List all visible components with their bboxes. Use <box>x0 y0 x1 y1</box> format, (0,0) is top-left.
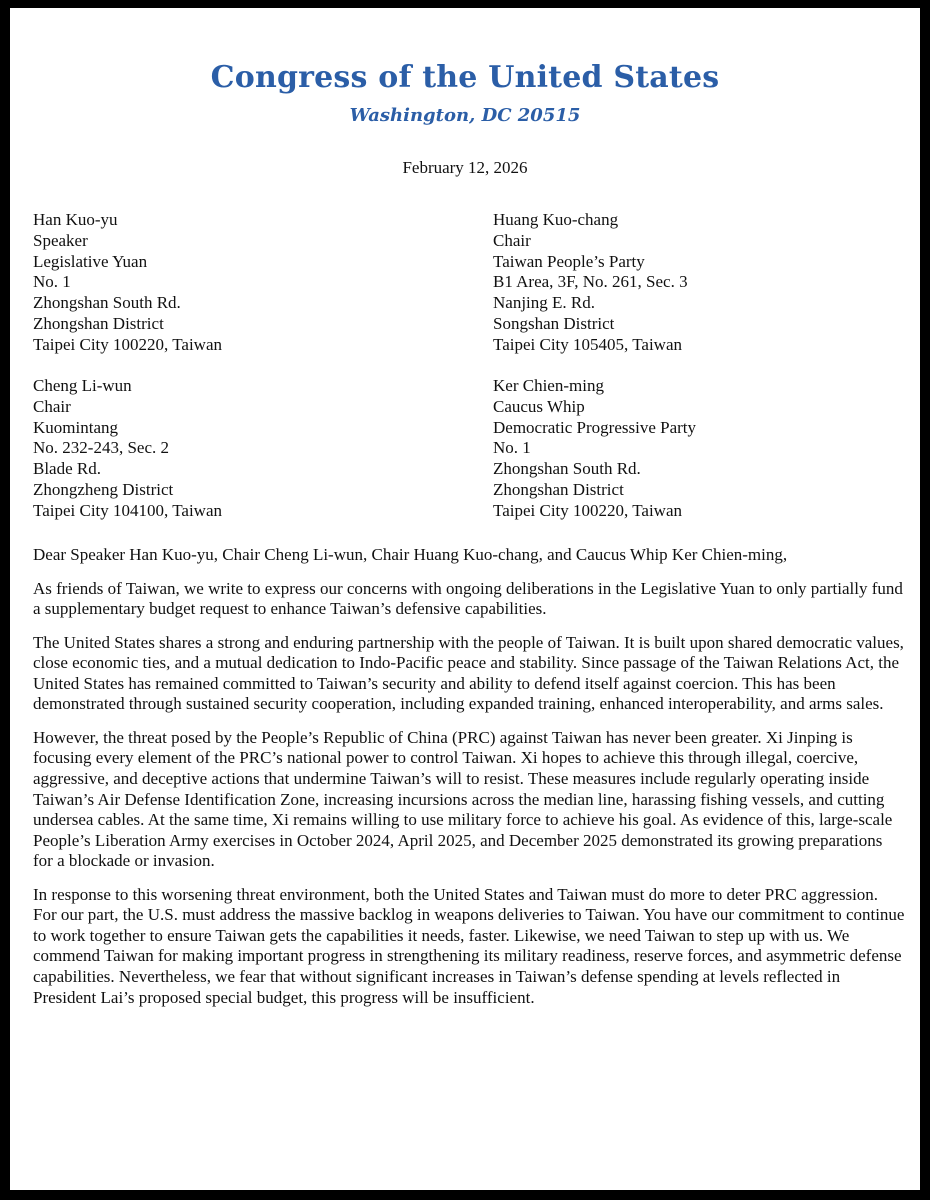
recipient-organization: Democratic Progressive Party <box>493 417 696 437</box>
recipient-organization: Kuomintang <box>33 417 118 437</box>
recipient-address-line: No. 1 <box>493 438 531 458</box>
recipient-address-line: B1 Area, 3F, No. 261, Sec. 3 <box>493 272 688 292</box>
letterhead-subtitle: Washington, DC 20515 <box>349 105 581 126</box>
recipient-address-line: No. 232-243, Sec. 2 <box>33 438 169 458</box>
letterhead-title: Congress of the United States <box>210 60 720 95</box>
recipient-title: Chair <box>33 396 71 416</box>
recipient-address-block <box>33 376 433 522</box>
recipient-address-line: Taipei City 104100, Taiwan <box>33 500 223 520</box>
recipient-address-line: Zhongshan South Rd. <box>493 459 641 479</box>
recipient-address-line: Zhongshan District <box>493 479 624 499</box>
letter-body <box>33 545 905 1021</box>
recipient-address-block <box>33 210 433 356</box>
recipient-name: Han Kuo-yu <box>33 210 118 229</box>
recipient-address-line: Songshan District <box>493 313 615 333</box>
recipient-address-line: Zhongzheng District <box>33 479 174 499</box>
recipient-title: Speaker <box>33 230 88 250</box>
recipient-name: Cheng Li-wun <box>33 376 132 395</box>
body-paragraph: In response to this worsening threat environment, both the United States and Taiwan must do more to deter PRC aggression. For our part, the U.S. must address the massive backlog in weapons deliveries to Taiwan. You have our commitment to continue to work together to ensure Taiwan gets the capabilities it needs, faster. Likewise, we need Taiwan to step up with us. We commend Taiwan for making important progress in strengthening its military readiness, reserve forces, and asymmetric defense capabilities. Nevertheless, we fear that without significant increases in Taiwan’s defense spending at levels reflected in President Lai’s proposed special budget, this progress will be insufficient. <box>33 884 905 1007</box>
letter-page <box>10 8 920 1190</box>
recipient-title: Chair <box>493 230 531 250</box>
recipient-address-line: Taipei City 100220, Taiwan <box>493 500 683 520</box>
recipient-address-line: Taipei City 100220, Taiwan <box>33 334 223 354</box>
recipient-title: Caucus Whip <box>493 396 585 416</box>
recipient-organization: Legislative Yuan <box>33 251 148 271</box>
salutation: Dear Speaker Han Kuo-yu, Chair Cheng Li-wun, Chair Huang Kuo-chang, and Caucus Whip Ker Chien-ming, <box>33 545 788 564</box>
recipient-organization: Taiwan People’s Party <box>493 251 645 271</box>
body-paragraph: As friends of Taiwan, we write to express our concerns with ongoing deliberations in the Legislative Yuan to only partially fund a supplementary budget request to enhance Taiwan’s defensive capabilities. <box>33 578 903 619</box>
body-paragraph: The United States shares a strong and enduring partnership with the people of Taiwan. It is built upon shared democratic values, close economic ties, and a mutual dedication to Indo-Pacific peace and stability. Since passage of the Taiwan Relations Act, the United States has remained committed to Taiwan’s security and ability to defend itself against coercion. This has been demonstrated through sustained security cooperation, including expanded training, enhanced interoperability, and arms sales. <box>33 632 904 714</box>
recipient-address-line: Nanjing E. Rd. <box>493 293 595 313</box>
recipient-name: Huang Kuo-chang <box>493 210 619 229</box>
recipient-address-line: Zhongshan District <box>33 313 164 333</box>
recipient-address-line: Zhongshan South Rd. <box>33 293 181 313</box>
recipient-address-block <box>493 376 893 522</box>
recipient-address-line: No. 1 <box>33 272 71 292</box>
recipient-address-line: Blade Rd. <box>33 459 101 479</box>
letter-date: February 12, 2026 <box>402 158 528 177</box>
recipient-address-block <box>493 210 893 356</box>
body-paragraph: However, the threat posed by the People’s Republic of China (PRC) against Taiwan has never been greater. Xi Jinping is focusing every element of the PRC’s national power to control Taiwan. Xi hopes to achieve this through illegal, coercive, aggressive, and deceptive actions that undermine Taiwan’s will to resist. These measures include regularly operating inside Taiwan’s Air Defense Identification Zone, increasing incursions across the median line, harassing fishing vessels, and cutting undersea cables. At the same time, Xi remains willing to use military force to achieve his goal. As evidence of this, large-scale People’s Liberation Army exercises in October 2024, April 2025, and December 2025 demonstrated its growing preparations for a blockade or invasion. <box>33 727 893 871</box>
recipient-address-line: Taipei City 105405, Taiwan <box>493 334 683 354</box>
recipient-name: Ker Chien-ming <box>493 376 604 395</box>
